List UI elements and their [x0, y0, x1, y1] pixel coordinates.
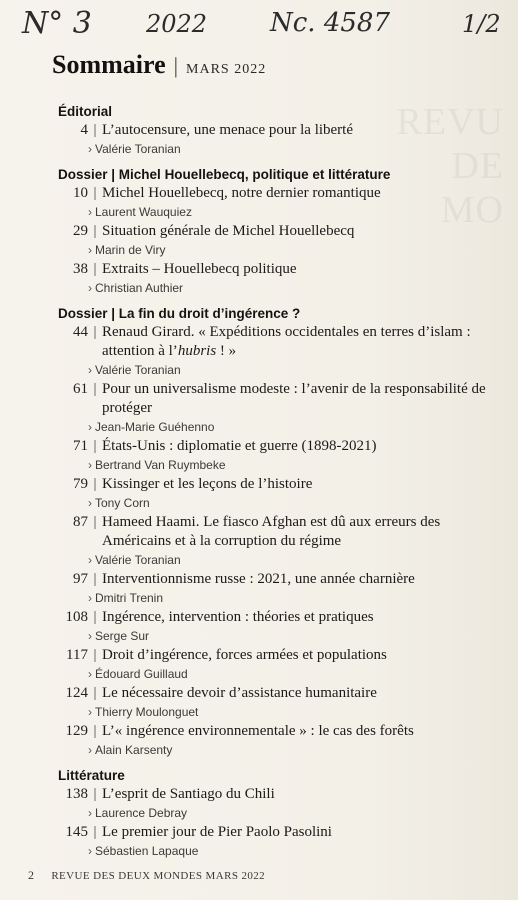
- entry-title: Le nécessaire devoir d’assistance humanitaire: [102, 685, 377, 701]
- entry-separator: |: [93, 381, 97, 397]
- author-name: Christian Authier: [95, 281, 184, 295]
- entry-row: [58, 684, 508, 703]
- entry-author: [58, 362, 508, 378]
- entry-row: [58, 437, 508, 456]
- chevron-icon: ›: [88, 243, 92, 257]
- entry-separator: |: [93, 571, 97, 587]
- entry-page-number: 87: [73, 514, 88, 530]
- author-name: Valérie Toranian: [95, 553, 181, 567]
- entry-row: [58, 608, 508, 627]
- table-of-contents: [58, 104, 508, 859]
- page-number: 2: [28, 868, 35, 882]
- toc-entry: [58, 570, 508, 606]
- entry-author: [58, 419, 508, 435]
- entry-separator: |: [93, 476, 97, 492]
- entry-page-number: 10: [73, 185, 88, 201]
- entry-row: [58, 570, 508, 589]
- author-name: Jean-Marie Guéhenno: [95, 420, 215, 434]
- toc-entry: [58, 646, 508, 682]
- chevron-icon: ›: [88, 844, 92, 858]
- entry-title: Kissinger et les leçons de l’histoire: [102, 476, 313, 492]
- entry-page-number: 145: [65, 824, 88, 840]
- entry-row: [58, 121, 508, 140]
- emphasis: hubris: [177, 343, 217, 359]
- chevron-icon: ›: [88, 205, 92, 219]
- chevron-icon: ›: [88, 496, 92, 510]
- chevron-icon: ›: [88, 553, 92, 567]
- entry-author: [58, 628, 508, 644]
- toc-entry: [58, 722, 508, 758]
- toc-entry: [58, 260, 508, 296]
- entry-separator: |: [93, 824, 97, 840]
- toc-entry: [58, 684, 508, 720]
- author-name: Bertrand Van Ruymbeke: [95, 458, 226, 472]
- entry-author: [58, 204, 508, 220]
- header: [52, 50, 266, 80]
- toc-entry: [58, 222, 508, 258]
- chevron-icon: ›: [88, 743, 92, 757]
- entry-title: Le premier jour de Pier Paolo Pasolini: [102, 824, 332, 840]
- chevron-icon: ›: [88, 420, 92, 434]
- entry-author: [58, 552, 508, 568]
- entry-page-number: 138: [65, 786, 88, 802]
- author-name: Valérie Toranian: [95, 363, 181, 377]
- author-name: Tony Corn: [95, 496, 150, 510]
- author-name: Laurent Wauquiez: [95, 205, 192, 219]
- chevron-icon: ›: [88, 806, 92, 820]
- entry-page-number: 61: [73, 381, 88, 397]
- entry-row: [58, 823, 508, 842]
- toc-entry: [58, 608, 508, 644]
- entry-page-number: 4: [80, 122, 88, 138]
- entry-title: Renaud Girard. « Expéditions occidentales en terres d’islam : attention à l’hubris ! »: [102, 324, 471, 359]
- entry-separator: |: [93, 122, 97, 138]
- entry-title: Extraits – Houellebecq politique: [102, 261, 297, 277]
- toc-entry: [58, 323, 508, 378]
- entry-author: [58, 843, 508, 859]
- entry-author: [58, 590, 508, 606]
- author-name: Valérie Toranian: [95, 142, 181, 156]
- author-name: Édouard Guillaud: [95, 667, 188, 681]
- entry-separator: |: [93, 223, 97, 239]
- toc-entry: [58, 823, 508, 859]
- entry-page-number: 79: [73, 476, 88, 492]
- handwritten-number: N° 3: [22, 6, 92, 41]
- entry-separator: |: [93, 514, 97, 530]
- entry-separator: |: [93, 723, 97, 739]
- author-name: Alain Karsenty: [95, 743, 173, 757]
- entry-row: [58, 722, 508, 741]
- entry-row: [58, 513, 508, 551]
- author-name: Dmitri Trenin: [95, 591, 164, 605]
- handwritten-reference: Nc. 4587: [270, 8, 391, 38]
- toc-entry: [58, 121, 508, 157]
- entry-title: L’esprit de Santiago du Chili: [102, 786, 275, 802]
- section-heading: Littérature: [58, 768, 125, 783]
- entry-row: [58, 260, 508, 279]
- chevron-icon: ›: [88, 629, 92, 643]
- entry-separator: |: [93, 647, 97, 663]
- entry-author: [58, 805, 508, 821]
- entry-title: Hameed Haami. Le fiasco Afghan est dû aux erreurs des Américains et à la corruption du régime: [102, 514, 441, 549]
- entry-row: [58, 380, 508, 418]
- journal-title: REVUE DES DEUX MONDES MARS 2022: [51, 870, 266, 882]
- entry-row: [58, 785, 508, 804]
- author-name: Laurence Debray: [95, 806, 188, 820]
- author-name: Marin de Viry: [95, 243, 166, 257]
- entry-separator: |: [93, 324, 97, 340]
- chevron-icon: ›: [88, 667, 92, 681]
- entry-author: [58, 141, 508, 157]
- entry-row: [58, 222, 508, 241]
- author-name: Thierry Moulonguet: [95, 705, 199, 719]
- entry-separator: |: [93, 261, 97, 277]
- entry-row: [58, 323, 508, 361]
- toc-entry: [58, 437, 508, 473]
- section-heading: Éditorial: [58, 104, 113, 119]
- chevron-icon: ›: [88, 142, 92, 156]
- title-separator: |: [173, 53, 179, 78]
- entry-title: Ingérence, intervention : théories et pratiques: [102, 609, 374, 625]
- handwritten-year: 2022: [146, 10, 208, 38]
- chevron-icon: ›: [88, 281, 92, 295]
- entry-title: Situation générale de Michel Houellebecq: [102, 223, 355, 239]
- entry-page-number: 29: [73, 223, 88, 239]
- author-name: Sébastien Lapaque: [95, 844, 199, 858]
- entry-separator: |: [93, 438, 97, 454]
- entry-page-number: 124: [65, 685, 88, 701]
- chevron-icon: ›: [88, 591, 92, 605]
- entry-page-number: 108: [65, 609, 88, 625]
- entry-title: Interventionnisme russe : 2021, une année charnière: [102, 571, 415, 587]
- toc-entry: [58, 380, 508, 435]
- entry-row: [58, 475, 508, 494]
- entry-page-number: 117: [66, 647, 88, 663]
- entry-separator: |: [93, 786, 97, 802]
- entry-title: L’autocensure, une menace pour la liberté: [102, 122, 354, 138]
- section-heading: Dossier | Michel Houellebecq, politique et littérature: [58, 167, 391, 182]
- chevron-icon: ›: [88, 363, 92, 377]
- entry-row: [58, 646, 508, 665]
- section-heading: Dossier | La fin du droit d’ingérence ?: [58, 306, 301, 321]
- bleed-through-decoration: REVU DE MO: [396, 101, 504, 231]
- entry-title: Pour un universalisme modeste : l’avenir de la responsabilité de protéger: [102, 381, 486, 416]
- footer: [28, 868, 265, 883]
- entry-separator: |: [93, 685, 97, 701]
- entry-page-number: 129: [65, 723, 88, 739]
- entry-page-number: 44: [73, 324, 88, 340]
- issue-date: MARS 2022: [186, 62, 267, 77]
- author-name: Serge Sur: [95, 629, 150, 643]
- chevron-icon: ›: [88, 705, 92, 719]
- entry-page-number: 71: [73, 438, 88, 454]
- toc-entry: [58, 475, 508, 511]
- toc-entry: [58, 184, 508, 220]
- entry-title: L’« ingérence environnementale » : le cas des forêts: [102, 723, 414, 739]
- entry-author: [58, 666, 508, 682]
- entry-title: Michel Houellebecq, notre dernier romantique: [102, 185, 381, 201]
- entry-author: [58, 457, 508, 473]
- page-title: Sommaire: [52, 50, 166, 79]
- entry-separator: |: [93, 609, 97, 625]
- toc-entry: [58, 785, 508, 821]
- entry-author: [58, 495, 508, 511]
- toc-entry: [58, 513, 508, 568]
- entry-author: [58, 242, 508, 258]
- entry-page-number: 38: [73, 261, 88, 277]
- entry-separator: |: [93, 185, 97, 201]
- entry-title: Droit d’ingérence, forces armées et populations: [102, 647, 387, 663]
- entry-page-number: 97: [73, 571, 88, 587]
- entry-author: [58, 704, 508, 720]
- entry-author: [58, 280, 508, 296]
- handwritten-page-count: 1/2: [462, 10, 501, 38]
- chevron-icon: ›: [88, 458, 92, 472]
- entry-title: États-Unis : diplomatie et guerre (1898-2021): [102, 438, 377, 454]
- entry-row: [58, 184, 508, 203]
- entry-author: [58, 742, 508, 758]
